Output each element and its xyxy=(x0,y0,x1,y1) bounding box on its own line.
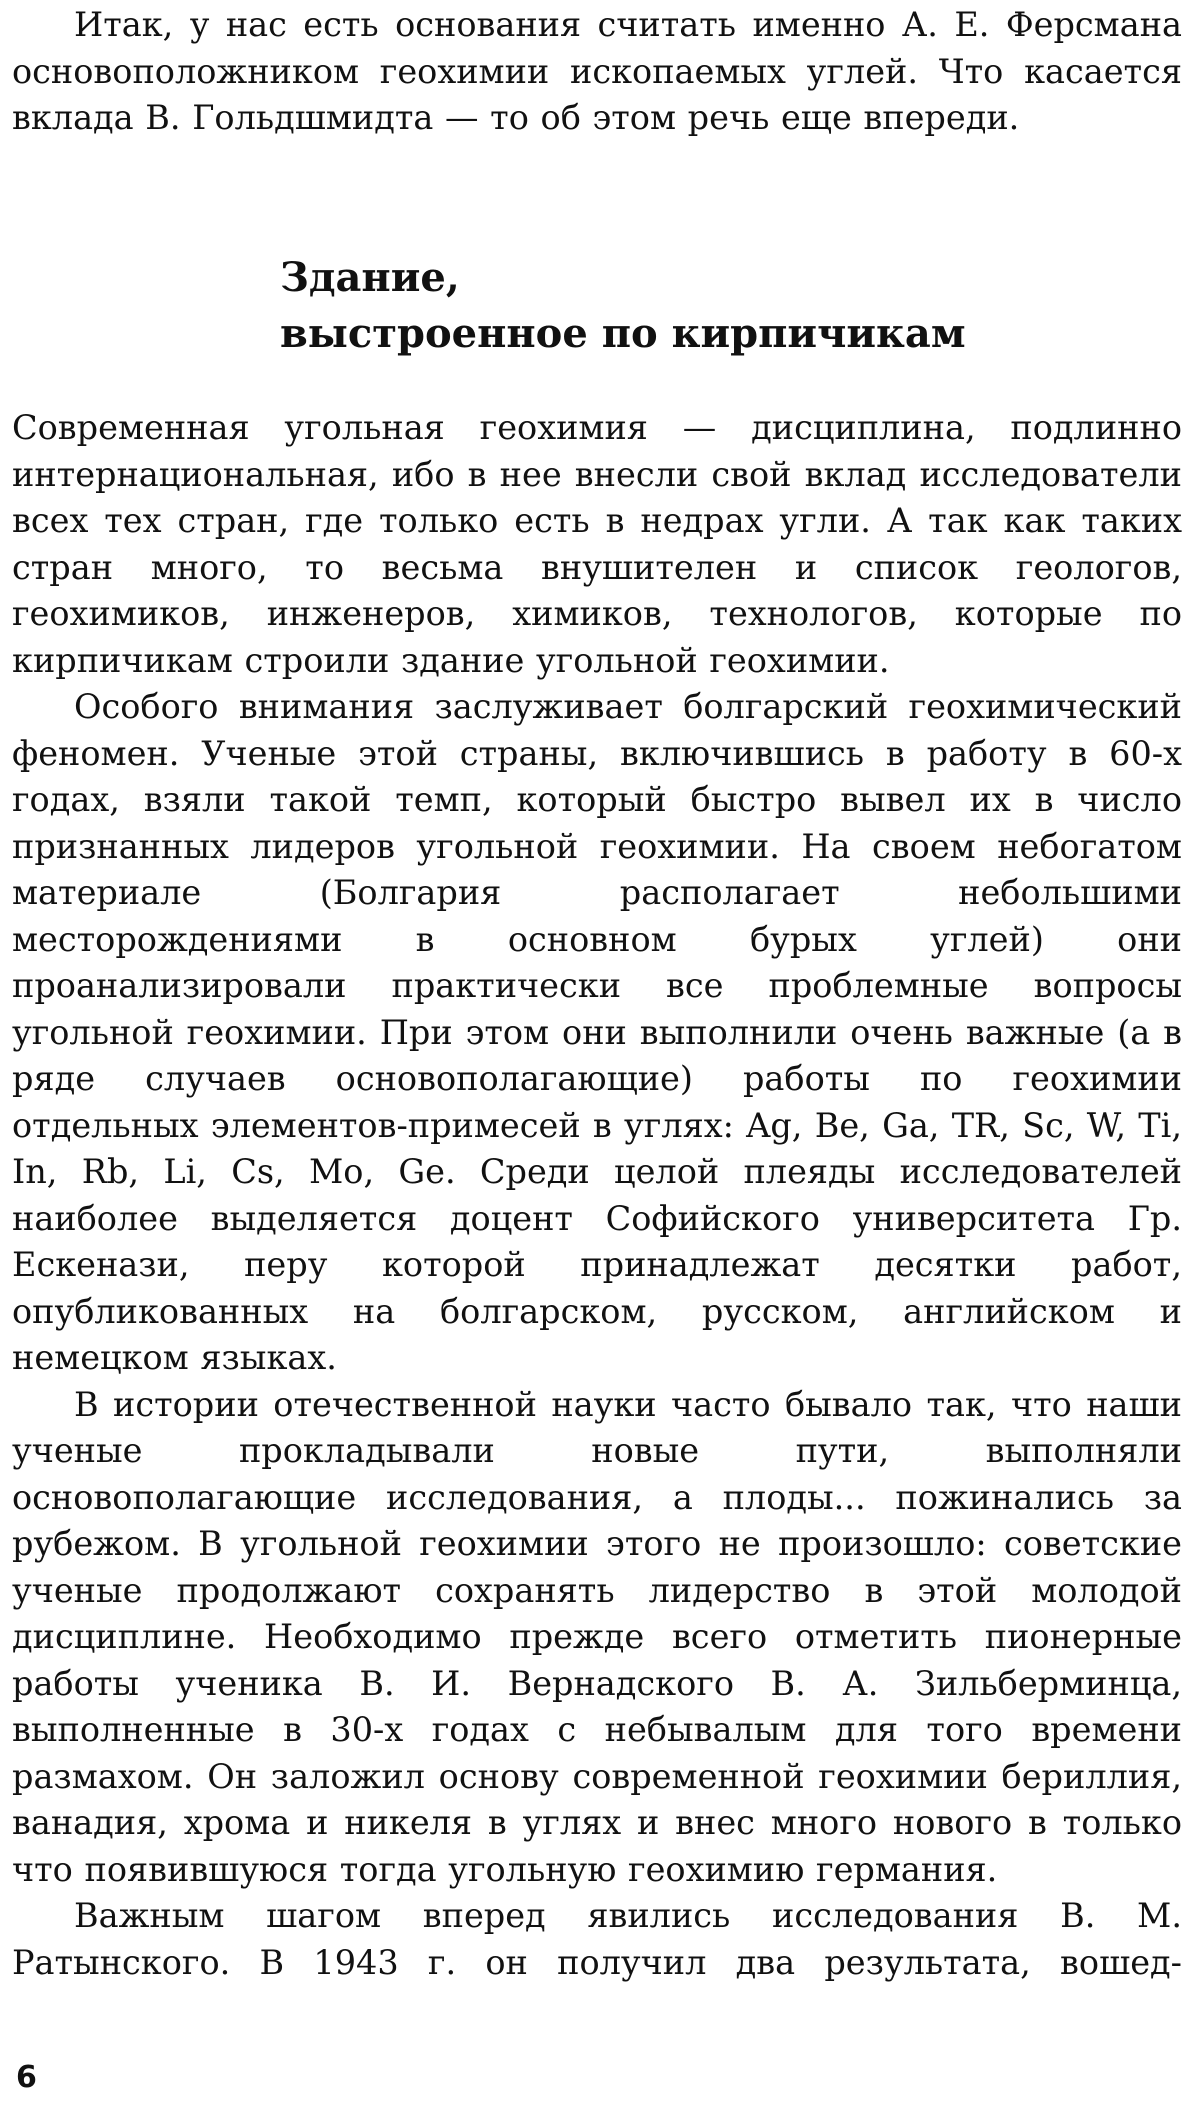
book-page xyxy=(12,0,1182,2124)
body-text xyxy=(12,405,1182,1986)
body-paragraph-2: Особого внимания заслуживает болгарский геохимический феномен. Ученые этой страны, включившись в работу в 60-х годах, взяли такой темп, который быстро вывел их в число признанных лидеров угольной геохимии. На своем небогатом материале (Болгария располагает небольшими месторождениями в основном бурых углей) они проанализировали практически все проблемные вопросы угольной геохимии. При этом они выполнили очень важные (а в ряде случаев основополагающие) работы по геохимии отдельных элементов-примесей в углях: Ag, Be, Ga, TR, Sc, W, Ti, In, Rb, Li, Cs, Mo, Ge. Среди целой плеяды исследователей наиболее выделяется доцент Софийского университета Гр. Ескенази, перу которой принадлежат десятки работ, опубликованных на болгарском, русском, английском и немецком языках. xyxy=(12,687,1182,1377)
body-paragraph-3: В истории отечественной науки часто бывало так, что наши ученые прокладывали новые пути, выполняли основополагающие исследования, а плоды... пожинались за рубежом. В угольной геохимии этого не произошло: советские ученые продолжают сохранять лидерство в этой молодой дисциплине. Необходимо прежде всего отметить пионерные работы ученика В. И. Вернадского В. А. Зильберминца, выполненные в 30-х годах с небывалым для того времени размахом. Он заложил основу современной геохимии бериллия, ванадия, хрома и никеля в углях и внес много нового в только что появившуюся тогда угольную геохимию германия. xyxy=(12,1384,1182,1889)
page-number: 6 xyxy=(16,2060,37,2095)
intro-paragraph: Итак, у нас есть основания считать именно А. Е. Ферсмана основоположником геохимии ископаемых углей. Что касается вклада В. Гольдшмидта — то об этом речь еще впереди. xyxy=(12,5,1182,137)
section-heading xyxy=(280,250,1080,362)
section-heading-line-2: выстроенное по кирпичикам xyxy=(280,310,966,357)
body-paragraph-1: Современная угольная геохимия — дисциплина, подлинно интернациональная, ибо в нее внесли свой вклад исследователи всех тех стран, где только есть в недрах угли. А так как таких стран много, то весьма внушителен и список геологов, геохимиков, инженеров, химиков, технологов, которые по кирпичикам строили здание угольной геохимии. xyxy=(12,408,1182,680)
section-heading-line-1: Здание, xyxy=(280,254,460,301)
body-paragraph-4: Важным шагом вперед явились исследования В. М. Ратынского. В 1943 г. он получил два результата, вошед- xyxy=(12,1896,1182,1982)
